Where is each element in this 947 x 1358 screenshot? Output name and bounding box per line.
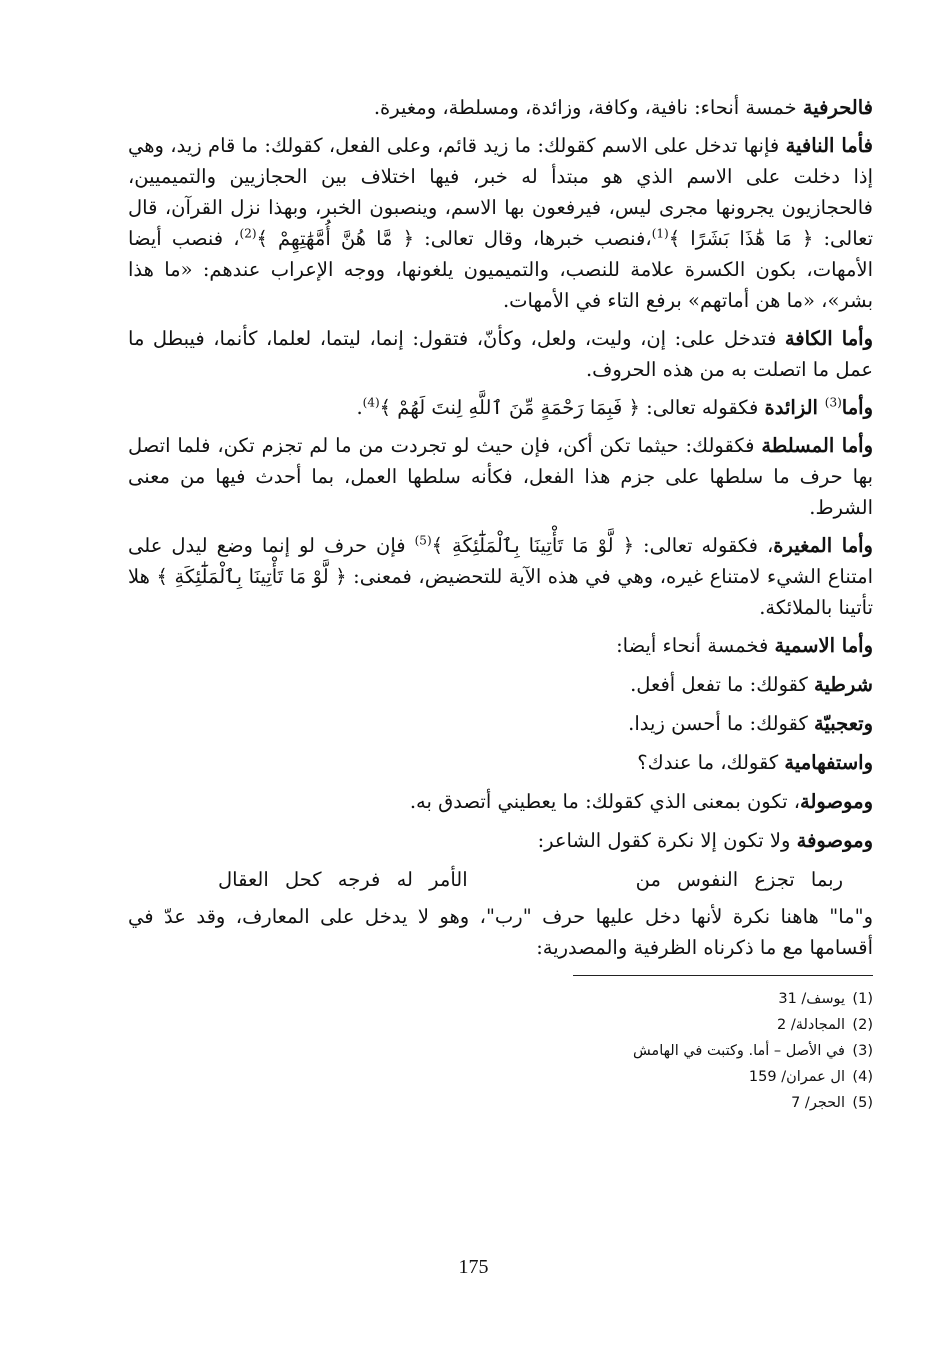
footnote-text: الحجر/ 7 <box>791 1095 845 1111</box>
closing-text <box>128 901 873 963</box>
page-number: 175 <box>458 1256 489 1278</box>
footnote-text: المجادلة/ 2 <box>777 1017 845 1033</box>
footnotes <box>128 986 873 1116</box>
paragraph-zaida <box>128 392 873 423</box>
paragraph-mughayyira <box>128 530 873 623</box>
paragraph-text: ، فكقوله تعالى: ﴿ لَّوْ مَا تَأْتِينَا بِٱلْمَلَٰٓئِكَةِ ﴾ <box>431 534 774 557</box>
paragraph-lead: وأما الاسمية <box>774 634 873 657</box>
footnote-item <box>128 1012 873 1038</box>
footnote-item <box>128 1064 873 1090</box>
poem-first-hemistich: ربما تجزع النفوس من <box>635 868 843 891</box>
paragraph-text: فإن حرف لو إنما وضع ليدل على امتناع الشيء لامتناع غيره، وهي في هذه الآية للتحضيض، فمعنى: ﴿ لَّوْ مَا تَأْتِينَا بِٱلْمَلَٰٓئِكَةِ ﴾ هلا تأتينا بالملائكة. <box>128 534 873 619</box>
footnote-item <box>128 1090 873 1116</box>
list-item-shartiyya <box>128 669 873 700</box>
paragraph-lead: وأما المغيرة <box>773 534 873 557</box>
paragraph-lead: الزائدة <box>764 396 825 419</box>
paragraph-text: ،فنصب خبرها، وقال تعالى: ﴿ مَّا هُنَّ أُمَّهَٰتِهِمْ ﴾ <box>256 227 652 250</box>
list-item-text: ، تكون بمعنى الذي كقولك: ما يعطيني أتصدق به. <box>409 790 801 813</box>
paragraph-text: خمسة أنحاء: نافية، وكافة، وزائدة، ومسلطة، ومغيرة. <box>373 96 803 119</box>
list-item-text: كقولك: ما أحسن زيدا. <box>628 712 814 735</box>
paragraph-text: فكقوله تعالى: ﴿ فَبِمَا رَحْمَةٍ مِّنَ ٱللَّهِ لِنتَ لَهُمْ ﴾ <box>379 396 765 419</box>
footnote-ref: (1) <box>651 226 669 241</box>
footnote-text: يوسف/ 31 <box>778 991 845 1007</box>
footnote-number: (2) <box>852 1017 873 1033</box>
footnote-number: (5) <box>852 1095 873 1111</box>
paragraph-text: فخمسة أنحاء أيضا: <box>616 634 775 657</box>
poem-second-hemistich: الأمر له فرجه كحل العقال <box>218 868 468 891</box>
paragraph-closing: و"ما" هاهنا نكرة لأنها دخل عليها حرف "رب"، وهو لا يدخل على المعارف، وقد عدّ في أقسامها مع ما ذكرناه الظرفية والمصدرية: <box>128 905 873 959</box>
page-content <box>128 92 873 1116</box>
paragraph-musallita <box>128 430 873 523</box>
list-item-text: كقولك، ما عندك؟ <box>637 751 785 774</box>
paragraph-lead: وأما <box>841 396 873 419</box>
list-item-lead: وموصوفة <box>796 829 873 852</box>
footnote-ref: (3) <box>824 395 842 410</box>
paragraph-lead: فالحرفية <box>802 96 873 119</box>
list-item-mawsula <box>128 786 873 817</box>
paragraph-text: . <box>356 396 363 419</box>
paragraph-harfiyya <box>128 92 873 123</box>
footnote-ref: (5) <box>414 533 432 548</box>
paragraph-lead: فأما النافية <box>785 134 873 157</box>
paragraph-text: ، فنصب أيضا الأمهات، بكون الكسرة علامة للنصب، والتميميون يلغونها، ووجه الإعراب عندهم: «ما هذا بشر»، «ما هن أماتهم» برفع التاء في الأمهات. <box>128 227 873 312</box>
paragraph-text: فتدخل على: إن، وليت، ولعل، وكأنّ، فتقول: إنما، ليتما، لعلما، كأنما، فيبطل ما عمل ما اتصلت به من هذه الحروف. <box>128 327 873 381</box>
list-item-lead: وموصولة <box>800 790 873 813</box>
footnote-ref: (2) <box>239 226 257 241</box>
footnote-ref: (4) <box>362 395 380 410</box>
footnote-item <box>128 1038 873 1064</box>
paragraph-kaffa <box>128 323 873 385</box>
footnote-item <box>128 986 873 1012</box>
list-item-text: كقولك: ما تفعل أفعل. <box>630 673 815 696</box>
list-item-taajjubiyya <box>128 708 873 739</box>
paragraph-lead: وأما الكافة <box>784 327 873 350</box>
footnote-number: (1) <box>852 991 873 1007</box>
footnote-text: في الأصل – أما. وكتبت في الهامش <box>632 1043 845 1059</box>
footnote-divider <box>573 975 873 976</box>
list-item-lead: واستفهامية <box>784 751 873 774</box>
footnote-number: (3) <box>852 1043 873 1059</box>
poem-verse <box>218 864 843 895</box>
paragraph-nafiya <box>128 130 873 316</box>
list-item-lead: شرطية <box>814 673 873 696</box>
list-item-text: ولا تكون إلا نكرة كقول الشاعر: <box>537 829 797 852</box>
paragraph-text: فإنها تدخل على الاسم كقولك: ما زيد قائم، وعلى الفعل، كقولك: ما قام زيد، وهي إذا دخلت على الاسم الذي هو مبتدأ له خبر، فيها اختلاف بين الحجازيين والتميميين، فالحجازيون يجرونها مجرى ليس، فيرفعون بها الاسم، وينصبون الخبر، وبهذا نزل القرآن، قال تعالى: ﴿ مَا هَٰذَا بَشَرًا ﴾ <box>128 134 873 250</box>
list-item-lead: وتعجبيّة <box>813 712 873 735</box>
main-text <box>128 92 873 856</box>
paragraph-ismiyya-intro <box>128 630 873 661</box>
footnote-number: (4) <box>852 1069 873 1085</box>
list-item-mawsufa <box>128 825 873 856</box>
paragraph-lead: وأما المسلطة <box>761 434 873 457</box>
list-item-istifhamiyya <box>128 747 873 778</box>
paragraph-text: فكقولك: حيثما تكن أكن، فإن حيث لو تجردت من ما لم تجزم تكن، فلما اتصل بها حرف ما سلطها على جزم هذا الفعل، فكأنه سلطها العمل، بما أحدث فيها من معنى الشرط. <box>128 434 873 519</box>
footnote-text: ال عمران/ 159 <box>748 1069 845 1085</box>
